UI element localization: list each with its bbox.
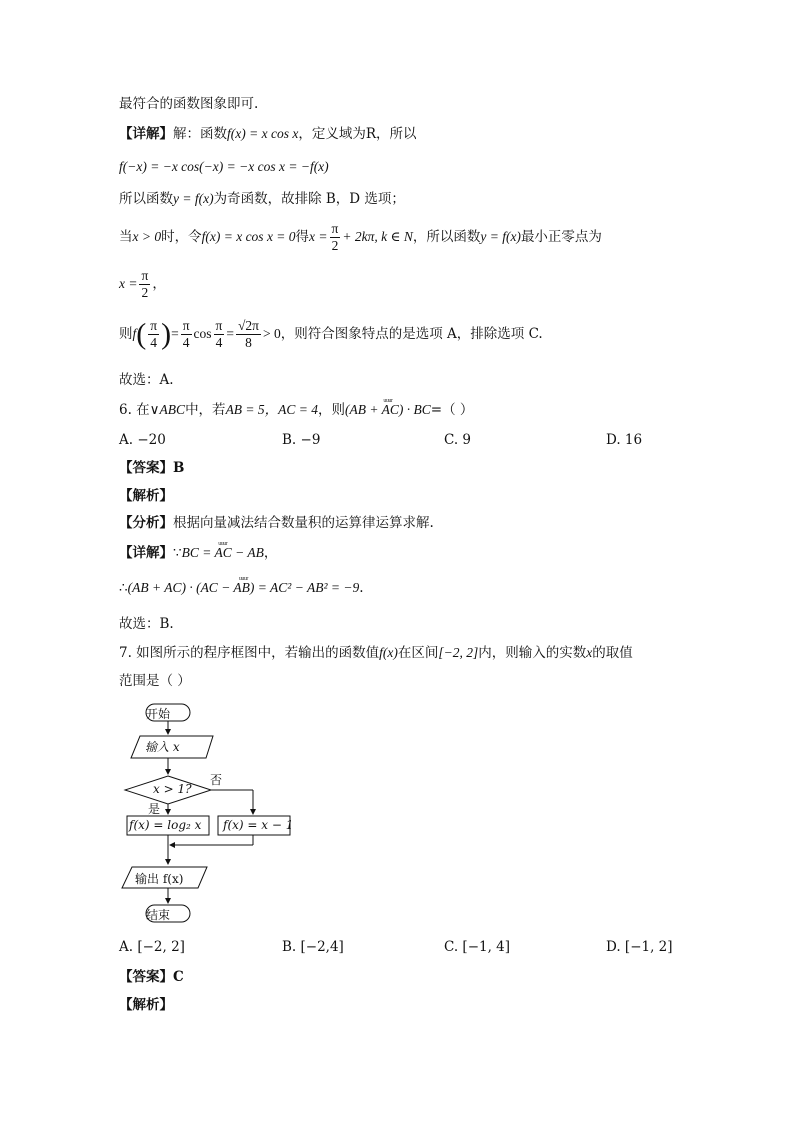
formula: cos [193, 326, 212, 341]
detail-label: 【详解】 [119, 545, 173, 561]
text: ，定义域为R，所以 [298, 126, 417, 142]
numerator: π [150, 318, 158, 333]
text: ，则 [318, 402, 346, 418]
numerator: π [215, 318, 223, 333]
fraction [330, 221, 341, 254]
formula: + 2kπ, k ∈ N [342, 229, 413, 244]
formula: uuur BC = AC − AB [182, 543, 264, 563]
formula: AB = 5， [225, 402, 279, 417]
answer-label: 【答案】B [119, 460, 185, 476]
text-line: 故选：A. [119, 372, 174, 388]
text: ，则符合图象特点的是选项 A，排除选项 C. [280, 326, 543, 342]
analysis-label: 【解析】 [119, 997, 173, 1013]
flow-yes-label: 是 [148, 802, 161, 816]
fraction [236, 318, 261, 351]
option-c: C. 9 [444, 432, 472, 448]
text: 当 [119, 229, 133, 245]
text: 解：函数 [173, 126, 227, 142]
text: 得 [295, 229, 310, 245]
formula: = [226, 326, 234, 341]
calc-line [119, 578, 364, 598]
flow-no-label: 否 [210, 773, 223, 787]
formula: f [132, 326, 137, 341]
formula: x = [309, 229, 328, 244]
fenxi-line [119, 513, 434, 533]
text: 6. 在 [119, 402, 150, 418]
denominator: 8 [245, 335, 252, 350]
formula: uuur (AB + AC) · (AC − AB) = AC² − AB² = −9 [128, 578, 360, 598]
numerator: √2π [238, 318, 259, 333]
flow-log-box: f(x) = log₂ x [129, 818, 202, 832]
formula: x = [119, 276, 138, 291]
text: 时，令 [161, 229, 202, 245]
text: 所以函数 [119, 191, 173, 207]
formula: f(x) = x cos x [227, 126, 299, 141]
text: 则 [119, 326, 133, 342]
fraction [139, 268, 150, 301]
flow-end: 结束 [146, 908, 171, 922]
numerator: π [331, 221, 339, 236]
formula: [−2, 2] [438, 645, 479, 660]
numerator: π [182, 318, 190, 333]
text-line: 最符合的函数图象即可. [119, 96, 259, 112]
fraction [181, 318, 192, 351]
detail-line [119, 124, 417, 144]
question-7-stem [119, 643, 633, 663]
text-line [119, 318, 543, 351]
paren: ( [136, 317, 147, 351]
text: 在区间 [397, 645, 439, 661]
option-b: B. −9 [282, 432, 321, 448]
text: ， [263, 545, 278, 561]
fraction [148, 318, 159, 351]
option-d: D. [−1, 2] [606, 939, 673, 955]
text: ∵ [173, 545, 182, 561]
denominator: 4 [182, 335, 190, 350]
option-a: A. [−2, 2] [119, 939, 185, 955]
flow-minus-box: f(x) = x − 1 [223, 818, 294, 832]
formula: y = f(x) [480, 229, 521, 244]
flowchart [118, 700, 308, 930]
flow-condition: x > 1? [153, 782, 192, 796]
option-d: D. 16 [606, 432, 643, 448]
text: . [359, 580, 364, 596]
text: =（ ） [430, 402, 474, 418]
formula: = [171, 326, 179, 341]
text: ，所以函数 [412, 229, 481, 245]
flow-output: 输出 f(x) [135, 872, 184, 886]
formula: uuur (AB + AC) · BC [345, 400, 431, 420]
text: 为奇函数，故排除 B，D 选项； [213, 191, 405, 207]
denominator: 4 [150, 335, 158, 350]
fenxi-label: 【分析】 [119, 515, 173, 531]
formula: f(x) [379, 645, 398, 660]
text-line: 故选：B. [119, 616, 174, 632]
text: ∴ [119, 580, 128, 596]
text: 根据向量减法结合数量积的运算律运算求解. [173, 515, 434, 531]
question-6-stem [119, 400, 473, 420]
text: 的取值 [592, 645, 633, 661]
formula: x > 0 [132, 229, 162, 244]
formula: f(x) = x cos x = 0 [201, 229, 296, 244]
denominator: 2 [141, 285, 149, 300]
formula: y = f(x) [173, 191, 214, 206]
text: 最小正零点为 [520, 229, 602, 245]
formula: AC = 4 [278, 402, 319, 417]
text: ， [152, 276, 166, 292]
detail-label: 【详解】 [119, 126, 173, 142]
formula: ∨ABC [149, 402, 186, 417]
formula: x [586, 645, 593, 660]
option-c: C. [−1, 4] [444, 939, 511, 955]
text-line: 范围是（ ） [119, 673, 191, 689]
detail-line [119, 543, 277, 563]
option-a: A. −20 [119, 432, 166, 448]
answer-label: 【答案】C [119, 969, 184, 985]
denominator: 2 [331, 238, 339, 253]
paren: ) [161, 317, 172, 351]
analysis-label: 【解析】 [119, 488, 173, 504]
fraction [214, 318, 225, 351]
text: 中，若 [185, 402, 226, 418]
numerator: π [141, 268, 149, 283]
option-b: B. [−2,4] [282, 939, 344, 955]
text: 7. 如图所示的程序框图中，若输出的函数值 [119, 645, 380, 661]
text-line [119, 221, 602, 254]
flow-input: 输入 x [145, 740, 180, 754]
denominator: 4 [215, 335, 223, 350]
text: 内，则输入的实数 [478, 645, 587, 661]
flow-start: 开始 [146, 707, 171, 721]
text-line [119, 189, 405, 209]
formula: > 0 [262, 326, 281, 341]
text-line [119, 268, 166, 301]
formula-line: f(−x) = −x cos(−x) = −x cos x = −f(x) [119, 159, 329, 174]
